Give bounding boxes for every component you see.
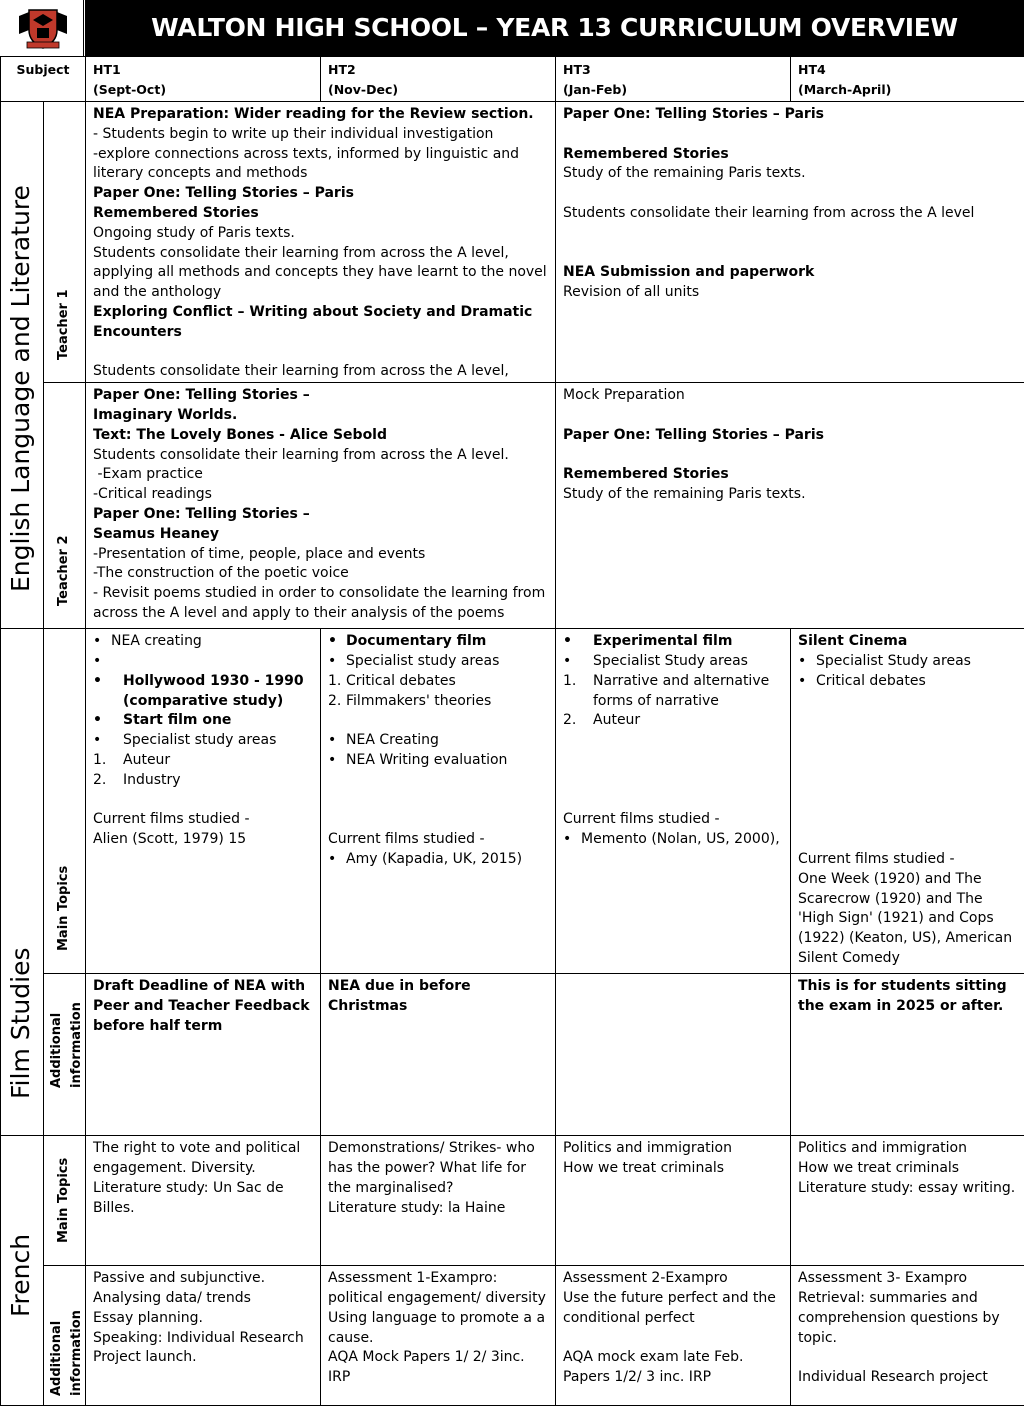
english-subject-cell (1, 102, 44, 629)
french-subject-cell (1, 1136, 44, 1406)
english-teacher2-ht12: Paper One: Telling Stories – Imaginary Worlds. Text: The Lovely Bones - Alice Sebold Students consolidate their learning from across the A level. -Exam practice -Critical readings Paper One: Telling Stories – Seamus Heaney -Presentation of time, people, place and events -The construction of the poetic voice - Revisit poems studied in order to consolidate the learning from across the A level and apply to their analysis of the poems (86, 383, 556, 629)
teacher1-label-cell (44, 102, 86, 383)
french-extra-row (1, 1266, 1024, 1406)
title-bar (85, 0, 1024, 57)
english-teacher2-row (1, 383, 1024, 629)
english-teacher1-ht12: NEA Preparation: Wider reading for the Review section. - Students begin to write up their individual investigation -explore connections across texts, informed by linguistic and literary concepts and methods Paper One: Telling Stories – Paris Remembered Stories Ongoing study of Paris texts. Students consolidate their learning from across the A level, applying all methods and concepts they have learnt to the novel and the anthology Exploring Conflict – Writing about Society and Dramatic Encounters Students consolidate their learning from across the A level, (86, 102, 556, 383)
english-teacher1-ht34: Paper One: Telling Stories – Paris Remembered Stories Study of the remaining Paris texts. Students consolidate their learning from across the A level NEA Submission and paperwork Revision of all units (556, 102, 1024, 383)
ht3-header: HT3 (Jan-Feb) (556, 57, 791, 102)
film-ht1-cell: • NEA creating • • Hollywood 1930 - 1990 (comparative study) • Start film one • Specialist study areas 1. Auteur 2. Industry Current films studied - Alien (Scott, 1979) 15 (86, 629, 321, 974)
ht2-header: HT2 (Nov-Dec) (321, 57, 556, 102)
ht1-header: HT1 (Sept-Oct) (86, 57, 321, 102)
french-main-ht4: Politics and immigration How we treat criminals Literature study: essay writing. (791, 1136, 1024, 1266)
french-main-label: Main Topics (57, 1158, 71, 1243)
french-main-ht2: Demonstrations/ Strikes- who has the power? What life for the marginalised? Literature study: la Haine (321, 1136, 556, 1266)
curriculum-table (0, 56, 1024, 1406)
logo-cell (0, 0, 84, 57)
film-extra-label: Additional information (50, 1002, 86, 1088)
film-main-label-cell (44, 629, 86, 974)
film-subject-cell (1, 629, 44, 1136)
english-teacher2-ht34: Mock Preparation Paper One: Telling Stories – Paris Remembered Stories Study of the remaining Paris texts. (556, 383, 1024, 629)
french-main-ht3: Politics and immigration How we treat criminals (556, 1136, 791, 1266)
french-main-row (1, 1136, 1024, 1266)
french-extra-ht3: Assessment 2-Exampro Use the future perfect and the conditional perfect AQA mock exam late Feb. Papers 1/2/ 3 inc. IRP (556, 1266, 791, 1406)
header-row (1, 57, 1024, 102)
film-extra-label-cell (44, 974, 86, 1136)
school-crest-icon (19, 8, 67, 50)
page-header (0, 0, 1024, 57)
french-extra-ht2: Assessment 1-Exampro: political engagement/ diversity Using language to promote a a cause. AQA Mock Papers 1/ 2/ 3inc. IRP (321, 1266, 556, 1406)
film-main-row (1, 629, 1024, 974)
french-subject-label: French (7, 1234, 35, 1317)
film-extra-ht3 (556, 974, 791, 1136)
film-extra-ht4: This is for students sitting the exam in 2025 or after. (791, 974, 1024, 1136)
french-extra-ht4: Assessment 3- Exampro Retrieval: summaries and comprehension questions by topic. Individual Research project (791, 1266, 1024, 1406)
film-ht3-cell: • Experimental film • Specialist Study areas 1. Narrative and alternative forms of narrative 2. Auteur Current films studied - • Memento (Nolan, US, 2000), (556, 629, 791, 974)
french-main-label-cell (44, 1136, 86, 1266)
film-extra-ht1: Draft Deadline of NEA with Peer and Teacher Feedback before half term (86, 974, 321, 1136)
english-teacher1-row (1, 102, 1024, 383)
page-title: WALTON HIGH SCHOOL – YEAR 13 CURRICULUM OVERVIEW (85, 13, 1024, 42)
film-extra-row (1, 974, 1024, 1136)
film-ht2-cell: • Documentary film • Specialist study areas 1. Critical debates 2. Filmmakers' theories • NEA Creating • NEA Writing evaluation Current films studied - • Amy (Kapadia, UK, 2015) (321, 629, 556, 974)
film-main-label: Main Topics (57, 866, 71, 951)
french-extra-label-cell (44, 1266, 86, 1406)
french-main-ht1: The right to vote and political engagement. Diversity. Literature study: Un Sac de Billes. (86, 1136, 321, 1266)
english-subject-label: English Language and Literature (7, 185, 35, 592)
teacher2-label-cell (44, 383, 86, 629)
film-subject-label: Film Studies (7, 948, 35, 1100)
subject-header: Subject (1, 57, 86, 102)
french-extra-ht1: Passive and subjunctive. Analysing data/ trends Essay planning. Speaking: Individual Research Project launch. (86, 1266, 321, 1406)
film-extra-ht2: NEA due in before Christmas (321, 974, 556, 1136)
film-ht4-cell: Silent Cinema • Specialist Study areas • Critical debates Current films studied - One Week (1920) and The Scarecrow (1920) and The 'High Sign' (1921) and Cops (1922) (Keaton, US), American Silent Comedy (791, 629, 1024, 974)
teacher1-label: Teacher 1 (57, 290, 71, 361)
teacher2-label: Teacher 2 (57, 536, 71, 607)
french-extra-label: Additional information (50, 1310, 86, 1396)
ht4-header: HT4 (March-April) (791, 57, 1024, 102)
